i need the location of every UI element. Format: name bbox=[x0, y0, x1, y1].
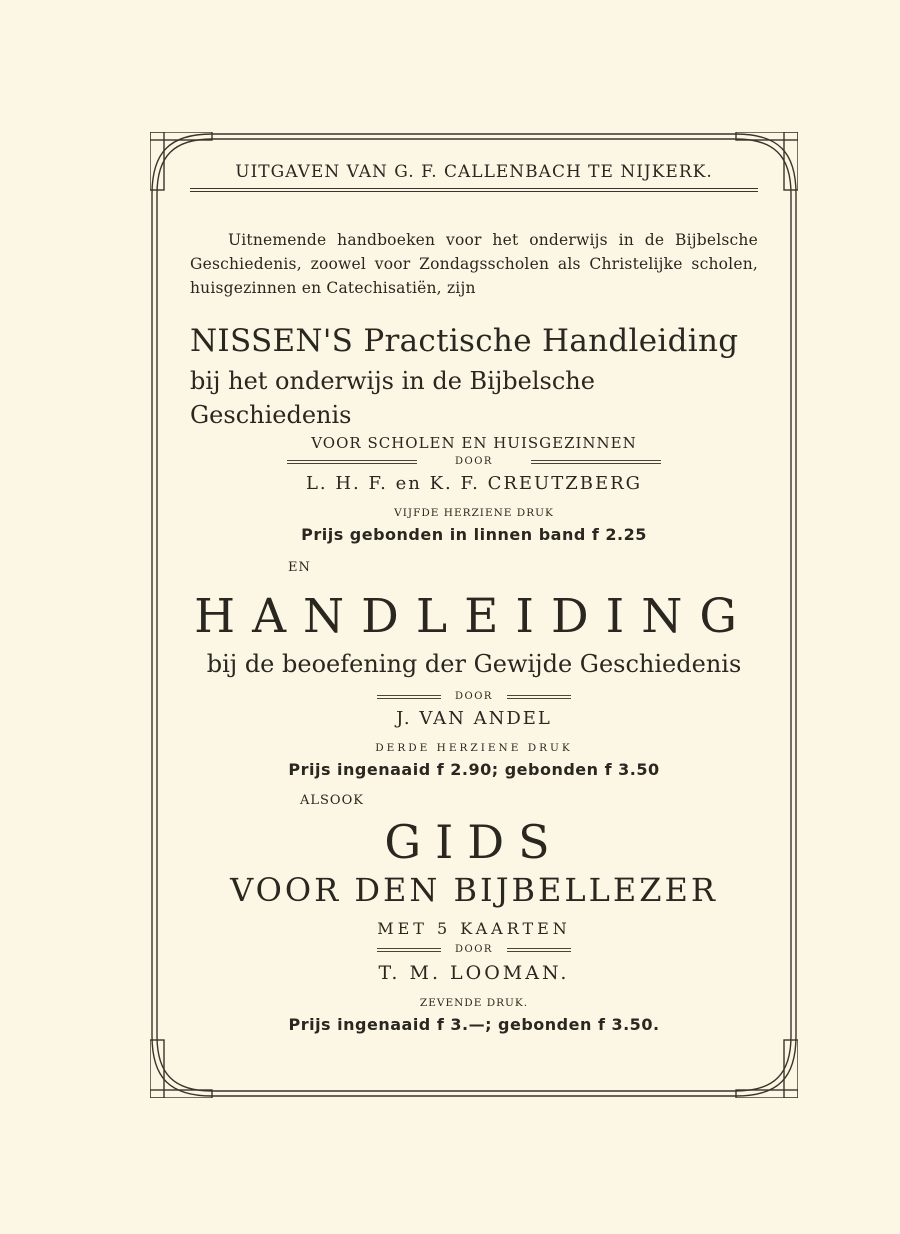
intro-text: Uitnemende handboeken voor het onderwijs in de Bijbelsche Geschiedenis, zoowel voor Zondagsscholen als Christelijke scholen, huisgezinnen en Catechisatiën, zijn bbox=[190, 231, 758, 297]
book1-edition: VIJFDE HERZIENE DRUK bbox=[394, 507, 554, 519]
book3-authors: T. M. LOOMAN. bbox=[378, 962, 570, 984]
book2-price: Prijs ingenaaid f 2.90; gebonden f 3.50 bbox=[288, 760, 660, 779]
rule-left bbox=[377, 948, 441, 952]
book3-door-line bbox=[190, 942, 758, 958]
rule-left bbox=[377, 695, 441, 699]
rule-right bbox=[507, 695, 571, 699]
book3-price: Prijs ingenaaid f 3.—; gebonden f 3.50. bbox=[288, 1015, 660, 1034]
book1-audience: VOOR SCHOLEN EN HUISGEZINNEN bbox=[311, 434, 637, 452]
rule-left bbox=[287, 460, 417, 464]
intro-paragraph bbox=[190, 228, 758, 300]
book2-edition: DERDE HERZIENE DRUK bbox=[375, 742, 573, 754]
book1-authors: L. H. F. en K. F. CREUTZBERG bbox=[305, 473, 643, 494]
book1-door: DOOR bbox=[455, 456, 493, 467]
book3-title: GIDS bbox=[384, 815, 564, 869]
book2-subtitle: bij de beoefening der Gewijde Geschiedenis bbox=[206, 650, 742, 678]
book2-door: DOOR bbox=[455, 691, 493, 702]
book3-edition: ZEVENDE DRUK. bbox=[419, 997, 529, 1009]
connector-alsook: ALSOOK bbox=[300, 793, 364, 808]
book2-authors: J. VAN ANDEL bbox=[396, 708, 552, 729]
publisher-header: UITGAVEN VAN G. F. CALLENBACH TE NIJKERK. bbox=[235, 162, 713, 182]
book2-title: HANDLEIDING bbox=[194, 589, 754, 644]
book1-title: NISSEN'S Practische Handleiding bbox=[190, 323, 739, 359]
connector-en: EN bbox=[288, 560, 311, 575]
book1-subtitle: bij het onderwijs in de Bijbelsche Geschiedenis bbox=[190, 367, 595, 429]
book1-door-line bbox=[190, 454, 758, 470]
book1-price: Prijs gebonden in linnen band f 2.25 bbox=[301, 525, 647, 544]
rule-right bbox=[507, 948, 571, 952]
rule-right bbox=[531, 460, 661, 464]
header-rule bbox=[190, 188, 758, 192]
book3-door: DOOR bbox=[455, 944, 493, 955]
advertisement-content bbox=[190, 150, 758, 1038]
book2-door-line bbox=[190, 689, 758, 705]
book3-subtitle: VOOR DEN BIJBELLEZER bbox=[230, 871, 718, 909]
book3-maps: MET 5 KAARTEN bbox=[377, 919, 571, 938]
